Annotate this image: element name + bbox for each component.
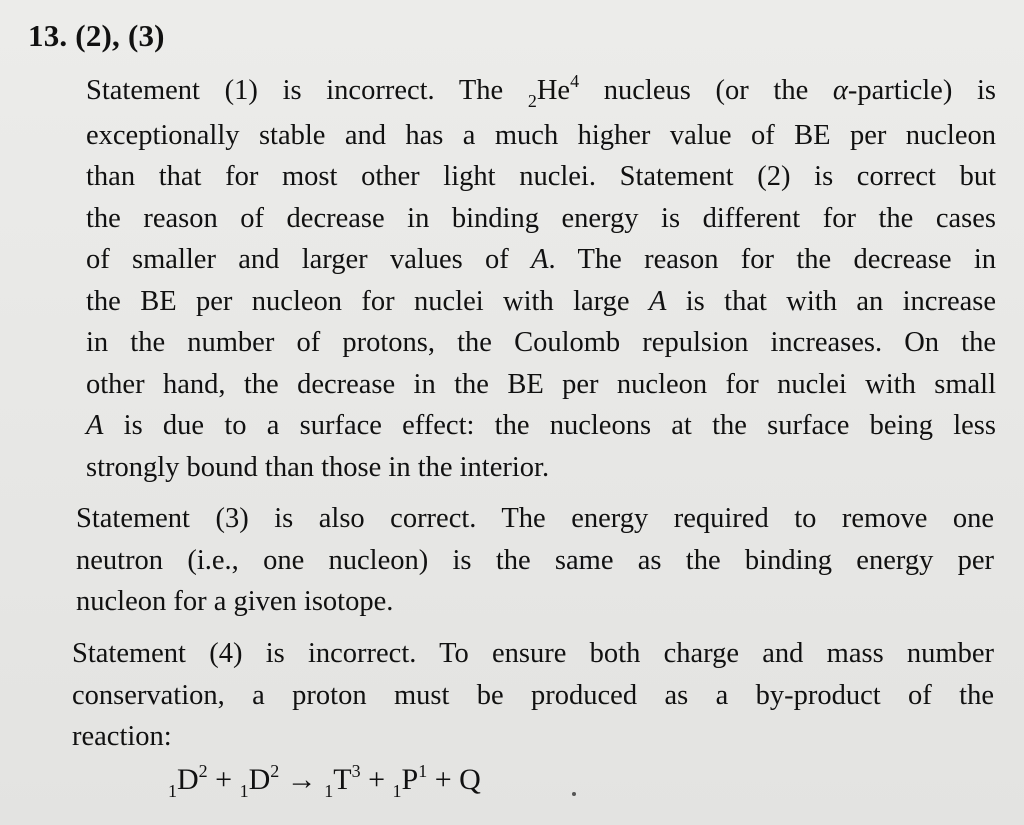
alpha-symbol: α <box>832 75 848 106</box>
subscript: 1 <box>324 781 334 801</box>
line-text: the BE per nucleon for nuclei with large <box>86 285 649 317</box>
italic-variable: A <box>86 410 104 441</box>
plus-operator: + <box>360 763 393 796</box>
line-text: of smaller and larger values of <box>86 244 532 275</box>
line-text: Statement (1) is incorrect. The <box>86 75 528 106</box>
equation-symbol: D <box>248 763 271 796</box>
equation-symbol: Q <box>459 763 481 796</box>
paragraph-line: exceptionally stable and has a much higher value of BE per nucleon <box>86 119 996 151</box>
paragraph-line: the reason of decrease in binding energy is different for the cases <box>86 202 996 234</box>
paragraph-line: in the number of protons, the Coulomb repulsion increases. On the <box>86 327 996 358</box>
equation-symbol: D <box>177 763 199 796</box>
line-text: -particle) is <box>847 75 997 106</box>
subscript: 2 <box>527 91 537 111</box>
paragraph-line: Statement (4) is incorrect. To ensure both charge and mass number <box>72 638 994 669</box>
line-text: . The reason for the decrease in <box>548 244 996 275</box>
reaction-arrow: → <box>279 763 325 796</box>
paragraph-line <box>86 70 996 115</box>
plus-operator: + <box>207 763 240 796</box>
solution-paragraph-2 <box>76 498 994 623</box>
solution-paragraph-3 <box>72 633 994 758</box>
line-text: nucleus (or the <box>579 75 833 106</box>
paragraph-line: strongly bound than those in the interior. <box>86 451 550 483</box>
paragraph-line: than that for most other light nuclei. Statement (2) is correct but <box>86 161 996 192</box>
subscript: 1 <box>168 781 177 801</box>
paragraph-line <box>86 281 996 323</box>
italic-variable: A <box>648 285 667 317</box>
line-text: is that with an increase <box>666 285 996 317</box>
italic-variable: A <box>531 244 549 275</box>
paragraph-line <box>86 239 996 281</box>
paragraph-line: neutron (i.e., one nucleon) is the same as the binding energy per <box>76 544 994 576</box>
question-number: 13. (2), (3) <box>28 18 165 53</box>
paragraph-line: reaction: <box>72 721 172 752</box>
superscript: 4 <box>570 71 580 91</box>
paragraph-line: nucleon for a given isotope. <box>76 586 394 617</box>
superscript: 3 <box>351 761 361 781</box>
paragraph-line: Statement (3) is also correct. The energy required to remove one <box>76 503 994 534</box>
paragraph-line: conservation, a proton must be produced as a by-product of the <box>72 679 994 711</box>
paragraph-line: other hand, the decrease in the BE per nucleon for nuclei with small <box>86 368 996 400</box>
equation-symbol: P <box>401 763 419 796</box>
solution-paragraph-1 <box>86 70 996 488</box>
subscript: 1 <box>392 781 402 801</box>
nuclear-reaction-equation <box>168 761 481 801</box>
superscript: 1 <box>418 761 428 781</box>
line-text: He <box>536 75 571 106</box>
line-text: is due to a surface effect: the nucleons at the surface being less <box>103 410 996 441</box>
equation-symbol: T <box>333 763 352 796</box>
plus-operator: + <box>427 763 460 796</box>
ink-dot-mark <box>572 792 576 796</box>
superscript: 2 <box>270 761 280 781</box>
superscript: 2 <box>198 761 208 781</box>
paragraph-line <box>86 405 996 447</box>
subscript: 1 <box>239 781 249 801</box>
